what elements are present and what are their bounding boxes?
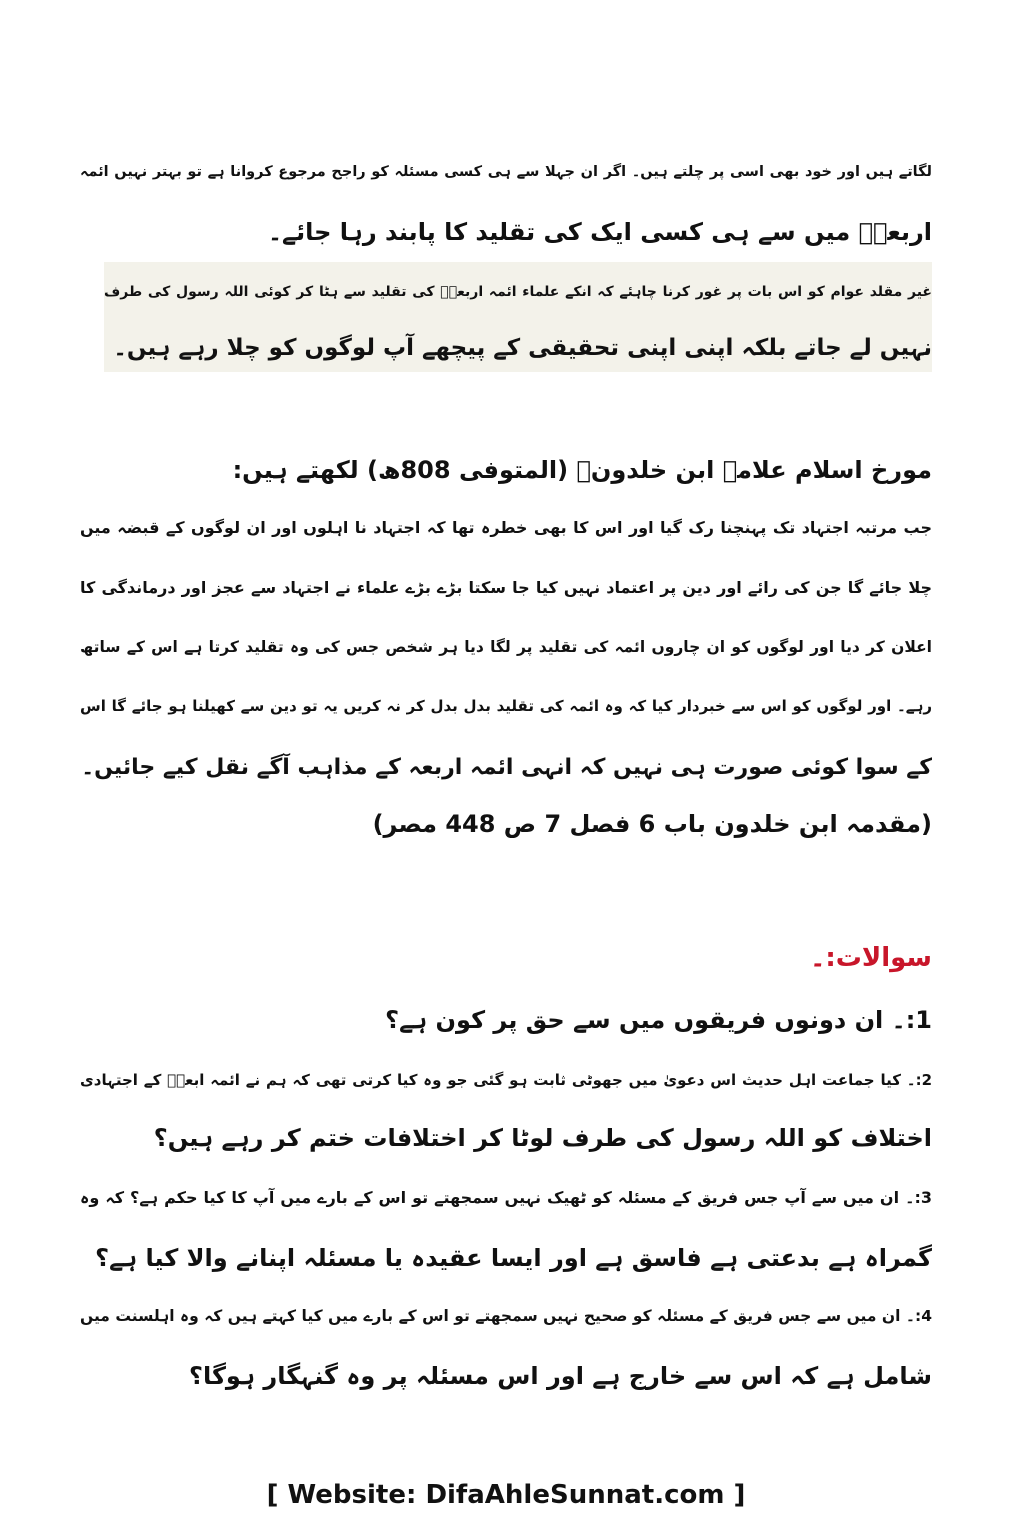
quote-intro: مورخ اسلام علامہ ابن خلدونؒ (المتوفی 808ھ) لکھتے ہیں:	[232, 456, 932, 484]
paragraph2-line-2: نہیں لے جاتے بلکہ اپنی اپنی تحقیقی کے پیچھے آپ لوگوں کو چلا رہے ہیں۔	[113, 335, 932, 361]
questions-heading: سوالات:۔	[810, 943, 932, 973]
question-2-line-2: اختلاف کو اللہ رسول کی طرف لوٹا کر اختلافات ختم کر رہے ہیں؟	[153, 1124, 932, 1152]
question-1: 1:۔ ان دونوں فریقوں میں سے حق پر کون ہے؟	[385, 1006, 932, 1034]
website-footer: [ Website: DifaAhleSunnat.com ]	[266, 1480, 746, 1510]
quote-line-2: چلا جائے گا جن کی رائے اور دین پر اعتماد نہیں کیا جا سکتا بڑے بڑے علماء نے اجتہاد سے عجز اور درماندگی کا	[80, 578, 932, 597]
quote-line-5: کے سوا کوئی صورت ہی نہیں کہ انہی ائمہ اربعہ کے مذاہب آگے نقل کیے جائیں۔	[81, 755, 932, 780]
question-2-line-1: 2:۔ کیا جماعت اہل حدیث اس دعویٰ میں جھوٹی ثابت ہو گئی جو وہ کیا کرتی تھی کہ ہم نے ائمہ ابعہؒ کے اجتہادی	[80, 1071, 932, 1089]
quote-line-4: رہے۔ اور لوگوں کو اس سے خبردار کیا کہ وہ ائمہ کی تقلید بدل بدل کر نہ کریں یہ تو دین سے کھیلنا ہو جائے گا اس	[80, 697, 932, 715]
quote-line-1: جب مرتبہ اجتہاد تک پہنچنا رک گیا اور اس کا بھی خطرہ تھا کہ اجتہاد نا اہلوں اور ان لوگوں کے قبضہ میں	[80, 518, 932, 537]
quote-citation: (مقدمہ ابن خلدون باب 6 فصل 7 ص 448 مصر)	[372, 810, 932, 838]
question-4-line-1: 4:۔ ان میں سے جس فریق کے مسئلہ کو صحیح نہیں سمجھتے تو اس کے بارے میں کیا کہتے ہیں کہ وہ اہلسنت میں	[80, 1307, 932, 1325]
paragraph1-line-2: اربعہؒ میں سے ہی کسی ایک کی تقلید کا پابند رہا جائے۔	[267, 218, 932, 246]
paragraph2-line-1: غیر مقلد عوام کو اس بات پر غور کرنا چاہئے کہ انکے علماء ائمہ اربعہؒ کی تقلید سے ہٹا کر کوئی اللہ رسول کی طرف	[104, 284, 932, 300]
question-3-line-1: 3:۔ ان میں سے آپ جس فریق کے مسئلہ کو ٹھیک نہیں سمجھتے تو اس کے بارے میں آپ کا کیا حکم ہے؟ کہ وہ	[80, 1188, 932, 1207]
question-3-line-2: گمراہ ہے بدعتی ہے فاسق ہے اور ایسا عقیدہ یا مسئلہ اپنانے والا کیا ہے؟	[95, 1244, 932, 1272]
question-4-line-2: شامل ہے کہ اس سے خارج ہے اور اس مسئلہ پر وہ گنہگار ہوگا؟	[189, 1362, 932, 1390]
paragraph1-line-1: لگاتے ہیں اور خود بھی اسی پر چلتے ہیں۔ اگر ان جہلا سے ہی کسی مسئلہ کو راجح مرجوع کروانا ہے تو بہتر نہیں ائمہ	[80, 164, 932, 180]
quote-line-3: اعلان کر دیا اور لوگوں کو ان چاروں ائمہ کی تقلید پر لگا دیا ہر شخص جس کی وہ تقلید کرتا ہے اس کے ساتھ	[80, 638, 932, 656]
